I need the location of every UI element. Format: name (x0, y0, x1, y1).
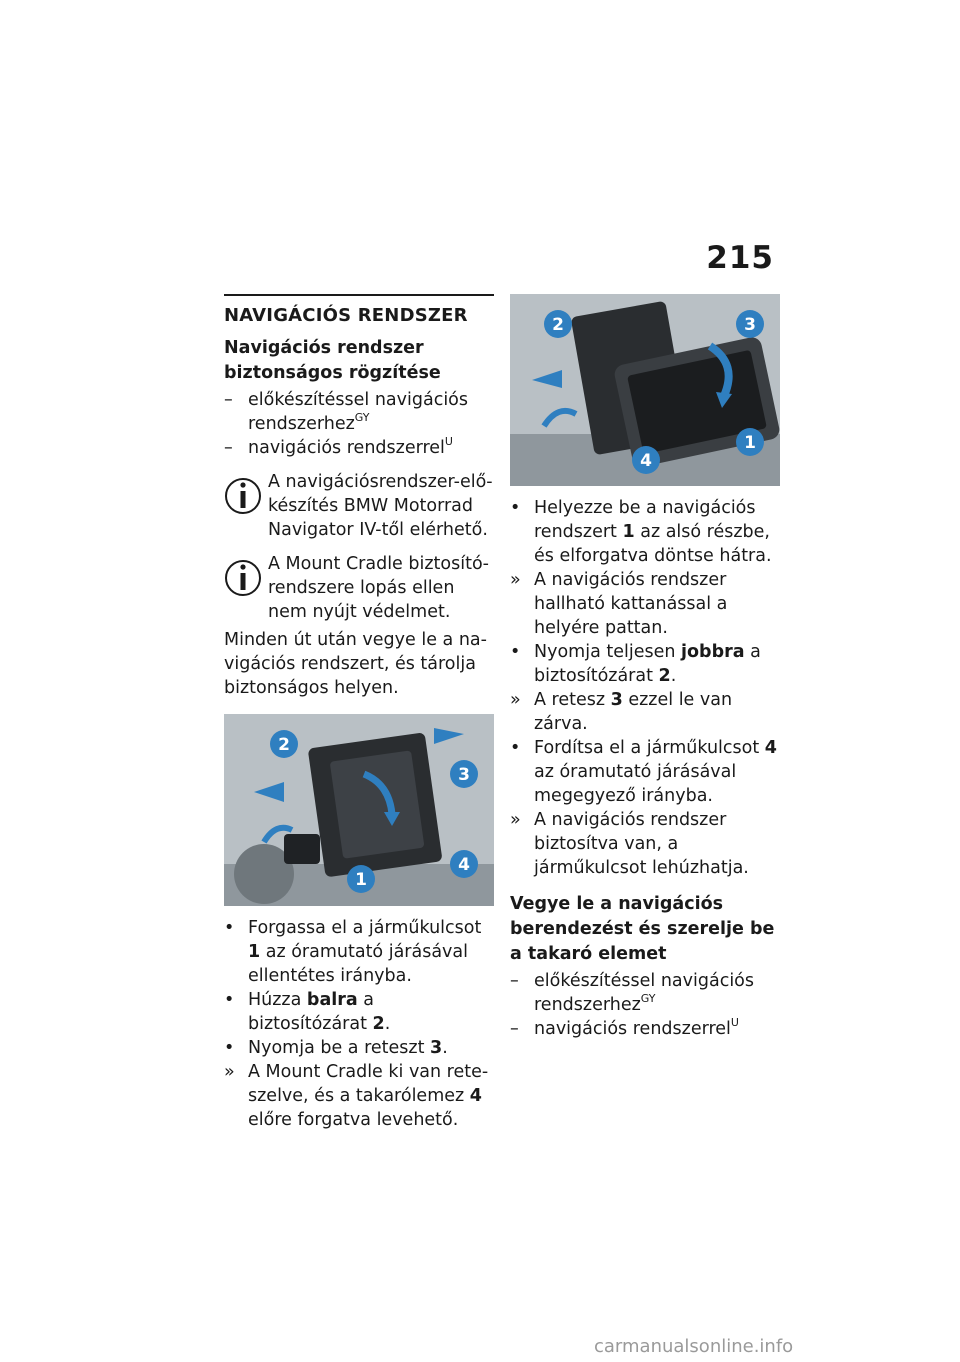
bullet-mark: • (224, 990, 235, 1010)
section-title: NAVIGÁCIÓS RENDSZER (224, 305, 468, 326)
step-number-ref: 1 (248, 942, 261, 962)
prereq-item (510, 969, 780, 1017)
storage-paragraph: Minden út után vegye le a navigációs rendszert, és tárolja biztonságos helyen. (224, 630, 487, 698)
prereq-sup: GY (354, 411, 370, 424)
navigator-install-figure (510, 294, 780, 486)
step-text: az óramutató járásával megegyező irányba. (534, 762, 737, 806)
bullet-mark: • (510, 498, 521, 518)
step-emphasis: balra (306, 990, 358, 1010)
step-text: Húzza (248, 990, 307, 1010)
step-item (224, 1036, 494, 1060)
step-text: ezzel le van zárva. (534, 690, 733, 734)
step-item (510, 496, 780, 568)
step-item (224, 916, 494, 988)
left-column (224, 294, 494, 1132)
callout-label: 3 (744, 315, 756, 335)
step-number-ref: 2 (658, 666, 671, 686)
prereq-sup: GY (640, 992, 656, 1005)
step-text: előre forgatva levehető. (248, 1110, 459, 1130)
callout-label: 2 (278, 735, 290, 755)
result-mark: » (510, 690, 521, 710)
bullet-mark: • (224, 1038, 235, 1058)
callout-label: 2 (552, 315, 564, 335)
step-number-ref: 3 (610, 690, 623, 710)
bullet-mark: • (224, 918, 235, 938)
info-icon (224, 554, 262, 602)
step-item (224, 988, 494, 1036)
step-number-ref: 1 (622, 522, 635, 542)
step-emphasis: jobbra (681, 642, 745, 662)
step-item (510, 736, 780, 808)
step-text: a biztosítózárat (534, 642, 761, 686)
step-text: Helyezze be a navigációs rendszert (534, 498, 756, 542)
step-text: . (442, 1038, 448, 1058)
result-item (224, 1060, 494, 1132)
step-text: A navigációs rendszer biztosítva van, a járműkulcsot lehúzhatja. (534, 810, 749, 878)
note-text: A navigációsrendszer-előkészítés BMW Motorrad Navigator IV-től elérhető. (268, 472, 493, 540)
section-rule (224, 294, 494, 296)
step-text: . (384, 1014, 391, 1034)
dash-mark: – (224, 390, 233, 410)
prereq-item (224, 388, 494, 436)
step-number-ref: 4 (764, 738, 777, 758)
info-note (224, 470, 494, 542)
right-column (510, 294, 780, 1041)
note-text: A Mount Cradle biztosítórendszere lopás ellen nem nyújt védelmet. (268, 554, 489, 622)
dash-mark: – (510, 1019, 519, 1039)
prereq-text: előkészítéssel navigációs rendszerhez (248, 390, 469, 434)
step-number-ref: 3 (430, 1038, 443, 1058)
step-text: Forgassa el a járműkulcsot (248, 918, 482, 938)
step-text: az alsó részbe, és elforgatva döntse hátra. (534, 522, 772, 566)
step-text: A navigációs rendszer hallható kattanással a helyére pattan. (534, 570, 728, 638)
bullet-mark: • (510, 738, 521, 758)
prereq-item (510, 1017, 780, 1041)
prereq-text: előkészítéssel navigációs rendszerhez (534, 971, 755, 1015)
step-text: . (670, 666, 677, 686)
result-item (510, 808, 780, 880)
bullet-mark: • (510, 642, 521, 662)
watermark: carmanualsonline.info (594, 1336, 794, 1357)
info-note (224, 552, 494, 624)
step-number-ref: 4 (469, 1086, 482, 1106)
step-number-ref: 2 (372, 1014, 385, 1034)
step-text: A Mount Cradle ki van reteszelve, és a takarólemez (248, 1062, 489, 1106)
callout-label: 1 (355, 870, 367, 890)
callout-label: 4 (640, 451, 652, 471)
step-text: Fordítsa el a járműkulcsot (534, 738, 765, 758)
prereq-text: navigációs rendszerrel (248, 438, 445, 458)
prereq-item (224, 436, 494, 460)
step-text: A retesz (534, 690, 611, 710)
result-mark: » (224, 1062, 235, 1082)
subsection-title: Navigációs rendszer biztonságos rögzítése (224, 338, 441, 383)
step-text: Nyomja teljesen (534, 642, 682, 662)
result-item (510, 688, 780, 736)
step-item (510, 640, 780, 688)
info-icon (224, 472, 262, 520)
step-text: az óramutató járásával ellentétes irányba. (248, 942, 468, 986)
result-mark: » (510, 810, 521, 830)
subsection-title: Vegye le a navigációs berendezést és szerelje be a takaró elemet (510, 894, 775, 964)
result-mark: » (510, 570, 521, 590)
page-number: 215 (706, 240, 774, 276)
prereq-sup: U (444, 435, 453, 448)
callout-label: 3 (458, 765, 470, 785)
step-text: Nyomja be a reteszt (248, 1038, 431, 1058)
prereq-sup: U (730, 1016, 739, 1029)
dash-mark: – (510, 971, 519, 991)
mount-cradle-unlock-figure (224, 714, 494, 906)
step-text: a biztosítózárat (248, 990, 374, 1034)
prereq-text: navigációs rendszerrel (534, 1019, 731, 1039)
dash-mark: – (224, 438, 233, 458)
callout-label: 4 (458, 855, 470, 875)
callout-label: 1 (744, 433, 756, 453)
result-item (510, 568, 780, 640)
